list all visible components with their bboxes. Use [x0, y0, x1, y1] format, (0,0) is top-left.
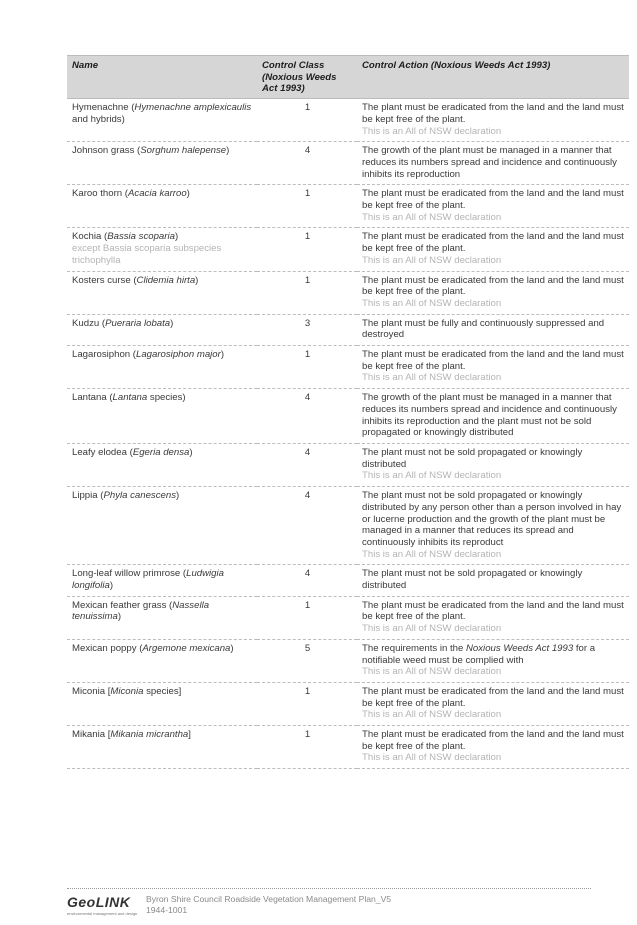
table-row — [67, 487, 629, 565]
text-run: The plant must not be sold propagated or knowingly distributed — [362, 568, 583, 592]
declaration-note: This is an All of NSW declaration — [362, 666, 502, 678]
name-exception: except Bassia scoparia subspecies trichophylla — [72, 243, 222, 266]
declaration-note: This is an All of NSW declaration — [362, 548, 502, 560]
text-run: Mexican feather grass ( — [72, 599, 173, 611]
text-run: species) — [147, 392, 186, 404]
control-class-cell: 4 — [257, 487, 357, 565]
control-action-cell — [357, 565, 629, 596]
control-class-cell: 4 — [257, 389, 357, 444]
control-action-text — [362, 729, 625, 752]
control-action-text — [362, 643, 625, 666]
text-run: The plant must not be sold propagated or knowingly distributed — [362, 446, 583, 470]
text-run: ) — [230, 642, 234, 654]
weed-name-cell — [67, 639, 257, 682]
control-action-text — [362, 447, 625, 470]
text-run: Mexican poppy ( — [72, 642, 143, 654]
text-run: ) — [174, 231, 179, 243]
control-action-cell — [357, 596, 629, 639]
logo-tagline: environmental management and design — [67, 911, 138, 916]
text-run: The plant must be eradicated from the land and the land must be kept free of the plant. — [362, 729, 624, 752]
declaration-note: This is an All of NSW declaration — [362, 752, 502, 764]
italic-text: Acacia karroo — [128, 188, 187, 200]
text-run: Miconia [ — [72, 685, 111, 697]
table-row — [67, 271, 629, 314]
italic-text: Clidemia hirta — [136, 274, 196, 286]
declaration-note: This is an All of NSW declaration — [362, 254, 502, 266]
control-action-cell — [357, 271, 629, 314]
text-run: The requirements in the — [362, 642, 466, 654]
italic-text: Mikania micrantha — [110, 729, 189, 741]
control-action-cell — [357, 99, 629, 142]
table-row — [67, 142, 629, 185]
control-action-text — [362, 318, 625, 341]
text-run: Lantana ( — [72, 392, 113, 404]
header-control-class: Control Class (Noxious Weeds Act 1993) — [257, 56, 357, 99]
italic-text: Lagarosiphon major — [136, 349, 221, 361]
table-row — [67, 185, 629, 228]
text-run: The plant must be eradicated from the land and the land must be kept free of the plant. — [362, 231, 624, 255]
declaration-note: This is an All of NSW declaration — [362, 125, 502, 137]
table-row — [67, 443, 629, 486]
logo-text: GeoLINK — [67, 894, 131, 910]
weed-name-cell — [67, 487, 257, 565]
weed-name-cell — [67, 99, 257, 142]
text-run: ) — [195, 274, 199, 286]
italic-text: Hymenachne amplexicaulis — [134, 102, 252, 114]
control-action-text — [362, 349, 625, 372]
weed-name-cell — [67, 314, 257, 345]
control-class-cell: 1 — [257, 726, 357, 769]
declaration-note: This is an All of NSW declaration — [362, 470, 502, 482]
text-run: ) — [226, 145, 230, 157]
control-class-cell: 1 — [257, 99, 357, 142]
control-action-cell — [357, 142, 629, 185]
control-action-text — [362, 600, 625, 623]
text-run: The growth of the plant must be managed in a manner that reduces its numbers spread and incidence and continuously inhibits its reproduction — [362, 145, 617, 180]
text-run: ) — [117, 611, 122, 623]
weed-name-cell — [67, 389, 257, 444]
table-row — [67, 596, 629, 639]
italic-text: Sorghum halepense — [140, 145, 227, 157]
italic-text: Lantana — [112, 392, 148, 404]
text-run: Long-leaf willow primrose ( — [72, 568, 187, 580]
table-row — [67, 639, 629, 682]
weed-name-cell — [67, 142, 257, 185]
table-row — [67, 99, 629, 142]
text-run: species] — [143, 685, 182, 697]
text-run: The plant must be eradicated from the land and the land must be kept free of the plant. — [362, 685, 624, 709]
text-run: The plant must be eradicated from the land and the land must be kept free of the plant. — [362, 349, 624, 372]
weed-name-cell — [67, 346, 257, 389]
footer-document-title: Byron Shire Council Roadside Vegetation Management Plan_V5 — [146, 894, 392, 904]
declaration-note: This is an All of NSW declaration — [362, 372, 502, 384]
italic-text: Nassella tenuissima — [72, 599, 210, 623]
table-row — [67, 726, 629, 769]
control-class-cell: 1 — [257, 228, 357, 271]
control-action-cell — [357, 443, 629, 486]
control-action-cell — [357, 487, 629, 565]
declaration-note: This is an All of NSW declaration — [362, 623, 502, 635]
control-action-text — [362, 568, 625, 591]
control-action-text — [362, 231, 625, 254]
text-run: The plant must be eradicated from the land and the land must be kept free of the plant. — [362, 188, 624, 212]
control-action-text — [362, 392, 625, 439]
control-action-text — [362, 275, 625, 298]
text-run: ) — [220, 349, 225, 361]
text-run: Kochia ( — [72, 231, 108, 243]
text-run: ) — [176, 490, 180, 502]
text-run: The plant must be eradicated from the land and the land must be kept free of the plant. — [362, 599, 624, 623]
table-row — [67, 565, 629, 596]
control-class-cell: 1 — [257, 185, 357, 228]
text-run: Lagarosiphon ( — [72, 349, 137, 361]
text-run: Leafy elodea ( — [72, 446, 133, 458]
footer-document-number: 1944-1001 — [146, 905, 188, 916]
text-run: ) — [109, 580, 114, 592]
text-run: and hybrids) — [72, 113, 125, 125]
control-action-cell — [357, 389, 629, 444]
table-row — [67, 682, 629, 725]
text-run: Johnson grass ( — [72, 145, 141, 157]
control-class-cell: 5 — [257, 639, 357, 682]
declaration-note: This is an All of NSW declaration — [362, 297, 502, 309]
weed-name-cell — [67, 565, 257, 596]
text-run: The plant must be eradicated from the land and the land must be kept free of the plant. — [362, 102, 624, 125]
control-action-cell — [357, 639, 629, 682]
control-class-cell: 3 — [257, 314, 357, 345]
control-action-text — [362, 490, 625, 549]
table-row — [67, 314, 629, 345]
weed-name-cell — [67, 443, 257, 486]
italic-text: Bassia scoparia — [107, 231, 175, 243]
text-run: The growth of the plant must be managed in a manner that reduces its numbers spread and incidence and continuously inhibits its reproduction and the plant must not be sold propagated or knowingly distributed — [362, 392, 617, 439]
text-run: The plant must not be sold propagated or knowingly distributed by any person other than a person involved in hay or lucerne production and the growth of the plant must be managed in a manner that reduces its spread and continuously inhibits its reproduct — [362, 490, 622, 548]
control-action-cell — [357, 228, 629, 271]
weed-name-cell — [67, 726, 257, 769]
text-run: ) — [189, 446, 193, 458]
footer-rule — [67, 888, 591, 889]
header-name: Name — [67, 56, 257, 99]
control-action-cell — [357, 682, 629, 725]
italic-text: Miconia — [110, 685, 144, 697]
control-action-cell — [357, 346, 629, 389]
italic-text: Egeria densa — [132, 446, 190, 458]
control-class-cell: 4 — [257, 142, 357, 185]
text-run: Lippia ( — [72, 490, 104, 502]
weed-name-cell — [67, 271, 257, 314]
control-action-cell — [357, 185, 629, 228]
declaration-note: This is an All of NSW declaration — [362, 709, 502, 721]
control-action-cell — [357, 314, 629, 345]
control-class-cell: 1 — [257, 682, 357, 725]
weed-name-cell — [67, 596, 257, 639]
table-row — [67, 228, 629, 271]
text-run: Karoo thorn ( — [72, 188, 128, 200]
control-action-cell — [357, 726, 629, 769]
italic-text: Noxious Weeds Act 1993 — [466, 642, 574, 654]
weed-name-cell — [67, 185, 257, 228]
weed-name-cell — [67, 228, 257, 271]
control-class-cell: 1 — [257, 346, 357, 389]
text-run: for a notifiable weed must be complied with — [362, 642, 596, 666]
geolink-logo — [67, 894, 138, 924]
table-row — [67, 389, 629, 444]
text-run: Kosters curse ( — [72, 274, 137, 286]
header-control-action: Control Action (Noxious Weeds Act 1993) — [357, 56, 629, 99]
control-class-cell: 4 — [257, 565, 357, 596]
text-run: The plant must be eradicated from the land and the land must be kept free of the plant. — [362, 274, 624, 298]
control-action-text — [362, 188, 625, 211]
text-run: Hymenachne ( — [72, 102, 135, 114]
control-action-text — [362, 686, 625, 709]
control-action-text — [362, 102, 625, 125]
italic-text: Pueraria lobata — [105, 317, 171, 329]
text-run: Kudzu ( — [72, 317, 106, 329]
text-run: ) — [170, 317, 174, 329]
italic-text: Phyla canescens — [103, 490, 176, 502]
footer-text — [146, 894, 391, 916]
declaration-note: This is an All of NSW declaration — [362, 211, 502, 223]
table-header-row — [67, 56, 629, 99]
text-run: ] — [188, 729, 191, 741]
italic-text: Ludwigia longifolia — [72, 568, 224, 592]
noxious-weeds-table — [67, 55, 629, 769]
italic-text: Argemone mexicana — [142, 642, 231, 654]
control-action-text — [362, 145, 625, 180]
control-class-cell: 1 — [257, 271, 357, 314]
text-run: The plant must be fully and continuously suppressed and destroyed — [362, 317, 605, 341]
control-class-cell: 4 — [257, 443, 357, 486]
weed-name-cell — [67, 682, 257, 725]
text-run: ) — [186, 188, 190, 200]
control-class-cell: 1 — [257, 596, 357, 639]
table-row — [67, 346, 629, 389]
text-run: Mikania [ — [72, 729, 111, 741]
